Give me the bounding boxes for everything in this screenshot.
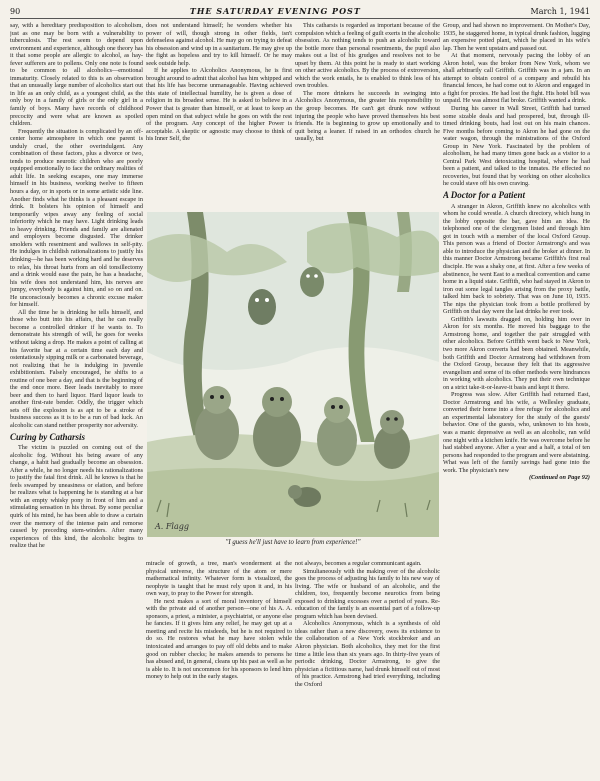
- section-heading: A Doctor for a Patient: [443, 190, 526, 201]
- section-heading: Curing by Catharsis: [10, 431, 86, 442]
- artist-signature: A. Flagg: [155, 522, 189, 531]
- paragraph: Progress was slow. After Griffith had returned East, Doctor Armstrong and his wife, a Wellesley graduate, converted their home into a free refuge for alcoholics and an experimental laboratory for the study of the guests' behavior. One of the guests, who, unknown to his hosts, was a manic depressive as well as an alcoholic, ran wild one night with a kitchen knife. He was overcome before he had stabbed anyone. After a year and a half, a total of ten persons had responded to the program and were abstaining. What was left of the family savings had gone into the work. The physician's new: [443, 391, 590, 474]
- cartoon-illustration: [147, 212, 439, 537]
- column-2-top: [146, 22, 292, 210]
- header-rule: [10, 18, 590, 19]
- column-2-bottom: [146, 560, 292, 772]
- page-header: [10, 4, 590, 18]
- column-1: [10, 22, 143, 772]
- column-4: [443, 22, 590, 772]
- publication-title: THE SATURDAY EVENING POST: [189, 6, 361, 16]
- paragraph: He next makes a sort of moral inventory of himself with the private aid of another person—one of his A. A. sponsors, a priest, a minister, a psychiatrist, or anyone else he fancies. If it gives him any relief, he may get up at a meeting and recite his misdeeds, but he is not required to do so. He restores what he may have stolen while intoxicated and arranges to pay off old debts and to make good on rubber checks; he makes amends to persons he has abused and, in general, cleans up his past as well as he is able to. It is not uncommon for his sponsors to lend him money to help out in the early stages.: [146, 597, 292, 681]
- paragraph: Group, and had shown no improvement. On Mother's Day, 1935, he staggered home, in typical drunk fashion, lugging an expensive potted plant, which he placed in his wife's lap. Then he went upstairs and passed out.: [443, 22, 590, 52]
- continued-note: (Continued on Page 92): [528, 474, 590, 482]
- paragraph: say, with a hereditary predisposition to alcoholism, just as one may be born with a vulnerability to tuberculosis. The rest seem to depend upon environment and experience, although one theory has it that some people are allergic to alcohol, as hay-fever sufferers are to pollens. Only one note is found to be common to all alcoholics—emotional immaturity. Closely related to this is an observation that an unusually large number of alcoholics start out in life as an only child, as a youngest child, as the only boy in a family of girls or the only girl in a family of boys. Many have records of childhood precocity and were what are known as spoiled children.: [10, 22, 143, 128]
- cartoon-drawing: [147, 212, 439, 537]
- paragraph: During his career in Wall Street, Griffith had turned some sizable deals and had prospered, but, through ill-timed drinking bouts, had lost out on his main chances. Five months before coming to Akron he had gone on the water wagon, through the ministrations of the Oxford Group in New York. Fascinated by the problem of alcoholism, he had many times gone back as a visitor to a Central Park West detoxicating hospital, where he had been a patient, and talked to the inmates. He effected no recoveries, but found that by working on other alcoholics he could stave off his own craving.: [443, 105, 590, 188]
- paragraph: Frequently the situation is complicated by an off-center home atmosphere in which one parent is unduly cruel, the other overindulgent. Any combination of these factors, plus a divorce or two, tends to produce neurotic children who are poorly equipped emotionally to face the ordinary realities of adult life. In seeking escapes, one may immerse himself in his business, working twelve to fifteen hours a day, or in sports or in some artistic side line. Another finds what he thinks is a pleasant escape in drink. It bolsters his opinion of himself and temporarily wipes away any feeling of social inferiority which he may have. Light drinking leads to heavy drinking. Friends and family are alienated and employers become disgusted. The drinker smolders with resentment and wallows in self-pity. He indulges in childish rationalizations to justify his drinking—he has been working hard and he deserves to relax, his throat hurts from an old tonsillectomy and a drink would ease the pain, he has a headache, his wife does not understand him, his nerves are jumpy, everybody is against him, and so on and on. He unconsciously becomes a chronic excuse maker for himself.: [10, 127, 143, 309]
- illustration-caption: "I guess he'll just have to learn from experience!": [225, 539, 361, 546]
- paragraph: miracle of growth, a tree, man's wonderment at the physical universe, the structure of the atom or mere mathematical infinity. Whatever form is visualized, the neophyte is taught that he must rely upon it and, in his own way, to pray to the Power for strength.: [146, 560, 292, 598]
- column-3-bottom: [295, 560, 440, 772]
- paragraph: The victim is puzzled on coming out of the alcoholic fog. Without his being aware of any change, a habit had gradually become an obsession. After a while, he no longer needs his rationalizations to justify the fatal first drink. All he knows is that he feels swamped by uneasiness or elation, and before he realizes what is happening he is standing at a bar with an empty whisky pony in front of him and a stimulating sensation in his throat. By some peculiar quirk of his mind, he has been able to draw a curtain over the memory of the intense pain and remorse caused by preceding stem-winders. After many experiences of this kind, the alcoholic begins to realize that he: [10, 444, 143, 550]
- page-number: 90: [10, 6, 21, 16]
- paragraph: does not understand himself; he wonders whether his power of will, though strong in other fields, isn't defenseless against alcohol. He may go on trying to defeat his obsession and wind up in a sanitarium. He may give up the fight as hopeless and try to kill himself. Or he may seek outside help.: [146, 22, 292, 67]
- column-3-top: [295, 22, 440, 210]
- paragraph: Griffith's lawsuits dragged on, holding him over in Akron for six months. He moved his baggage to the Armstrong home, and together the pair struggled with other alcoholics. Before Griffith went back to New York, two more Akron converts had been obtained. Meanwhile, both Griffith and Doctor Armstrong had withdrawn from the Oxford Group, because they felt that its aggressive evangelism and some of its other methods were hindrances in working with alcoholics. They put their own technique on a strict take-it-or-leave-it basis and kept it there.: [443, 315, 590, 391]
- paragraph: This catharsis is regarded as important because of the compulsion which a feeling of guilt exerts in the alcoholic obsession. As nothing tends to push an alcoholic toward the bottle more than personal resentments, the pupil also makes out a list of his grudges and resolves not to be upset by them. At this point he is ready to start working on other active alcoholics. By the process of extroversion, which the work entails, he is enabled to think less of his own troubles.: [295, 22, 440, 90]
- paragraph: If he applies to Alcoholics Anonymous, he is first brought around to admit that alcohol has him whipped and that his life has become unmanageable. Having achieved this state of intellectual humility, he is given a dose of religion in its broadest sense. He is asked to believe in a Power that is greater than himself, or at least to keep an open mind on that subject while he goes on with the rest of the program. Any concept of the higher Power is acceptable. A skeptic or agnostic may choose to think of his Inner Self, the: [146, 67, 292, 143]
- paragraph: A stranger in Akron, Griffith knew no alcoholics with whom he could wrestle. A church directory, which hung in the lobby opposite the bar, gave him an idea. He telephoned one of the clergymen listed and through him got in touch with a member of the local Oxford Group. This person was a friend of Doctor Armstrong's and was able to introduce the physician and the broker at dinner. In this manner Doctor Armstrong became Griffith's first real disciple. He was a shaky one, at first. After a few weeks of abstinence, he went East to a medical convention and came home in a liquid state. Griffith, who had stayed in Akron to iron out some legal tangles arising from the proxy battle, talked him back to sobriety. That was on June 10, 1935. The nips the physician took from a bottle proffered by Griffith on that day were the last drinks he ever took.: [443, 202, 590, 316]
- paragraph: At that moment, nervously pacing the lobby of an Akron hotel, was the broker from New York, whom we shall arbitrarily call Griffith. Griffith was in a jam. In an attempt to obtain control of a company and rebuild his financial fences, he had come out to Akron and engaged in a fight for proxies. He had lost the fight. His hotel bill was unpaid. He was almost flat broke. Griffith wanted a drink.: [443, 52, 590, 105]
- paragraph: not always, becomes a regular communicant again.: [295, 560, 422, 567]
- paragraph: All the time he is drinking he tells himself, and those who butt into his affairs, that he can really become a controlled drinker if he wants to. To demonstrate his strength of will, he goes for weeks without taking a drop. He makes a point of calling at his favorite bar at a certain time each day and ostentatiously sipping milk or a carbonated beverage, not realizing that he is indulging in juvenile exhibitionism. Falsely encouraged, he shifts to a routine of one beer a day, and that is the beginning of the end once more. Beer leads inevitably to more beer and then to hard liquor. Hard liquor leads to another first-rate bender. Oddly, the trigger which sets off the explosion is as apt to be a stroke of business success as it is to be a run of bad luck. An alcoholic can stand neither prosperity nor adversity.: [10, 308, 143, 429]
- paragraph: Alcoholics Anonymous, which is a synthesis of old ideas rather than a new discovery, owes its existence to the collaboration of a New York stockbroker and an Akron physician. Both alcoholics, they met for the first time a little less than six years ago. In thirty-five years of periodic drinking, Doctor Armstrong, to give the physician a fictitious name, had drunk himself out of most of his practice. Armstrong had tried everything, including the Oxford: [295, 620, 440, 688]
- paragraph: The more drinkers he succeeds in swinging into Alcoholics Anonymous, the greater his responsibility to the group becomes. He can't get drunk now without injuring the people who have proved themselves his best friends. He is beginning to grow up emotionally and to quit being a leaner. If raised in an orthodox church he usually, but: [295, 89, 440, 143]
- issue-date: March 1, 1941: [530, 6, 590, 16]
- paragraph: Simultaneously with the making over of the alcoholic goes the process of adjusting his family to his new way of living. The wife or husband of an alcoholic, and the children, too, frequently become neurotics from being exposed to drinking excesses over a period of years. Re-education of the family is an essential part of a follow-up program which has been devised.: [295, 567, 440, 620]
